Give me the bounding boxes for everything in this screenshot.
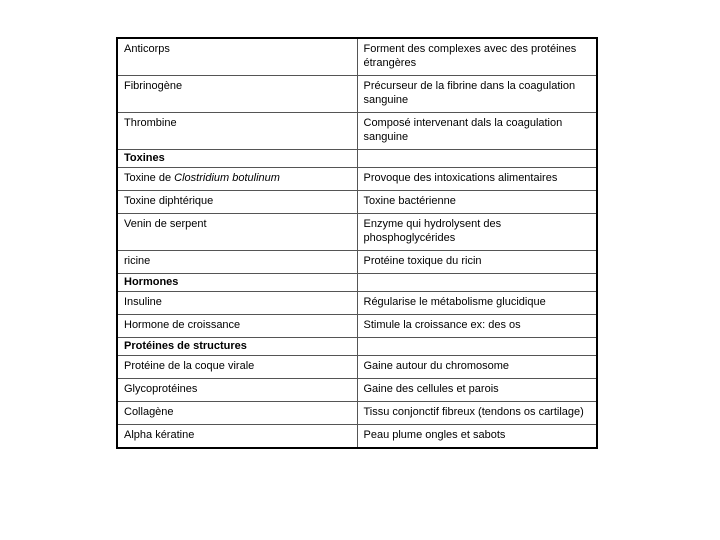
protein-name [117, 168, 357, 191]
protein-name: Insuline [117, 292, 357, 315]
protein-name: Anticorps [117, 38, 357, 76]
protein-description: Provoque des intoxications alimentaires [357, 168, 597, 191]
protein-description: Gaine des cellules et parois [357, 379, 597, 402]
protein-description: Toxine bactérienne [357, 191, 597, 214]
section-empty-cell [357, 150, 597, 168]
table-row [117, 425, 597, 449]
protein-name: Alpha kératine [117, 425, 357, 449]
protein-description: Composé intervenant dals la coagulation sanguine [357, 113, 597, 150]
table-row [117, 292, 597, 315]
table-row [117, 113, 597, 150]
table-row [117, 251, 597, 274]
protein-name: Toxine diphtérique [117, 191, 357, 214]
table-row [117, 191, 597, 214]
table-row [117, 402, 597, 425]
section-header-row [117, 274, 597, 292]
protein-name: Venin de serpent [117, 214, 357, 251]
table-row [117, 356, 597, 379]
section-empty-cell [357, 338, 597, 356]
protein-description: Protéine toxique du ricin [357, 251, 597, 274]
protein-description: Enzyme qui hydrolysent des phosphoglycérides [357, 214, 597, 251]
protein-name: Protéine de la coque virale [117, 356, 357, 379]
table-row [117, 315, 597, 338]
protein-name: Collagène [117, 402, 357, 425]
protein-name: Fibrinogène [117, 76, 357, 113]
protein-description: Tissu conjonctif fibreux (tendons os cartilage) [357, 402, 597, 425]
table-row [117, 38, 597, 76]
section-title: Hormones [117, 274, 357, 292]
section-header-row [117, 338, 597, 356]
protein-name: Hormone de croissance [117, 315, 357, 338]
table-row [117, 168, 597, 191]
protein-name-prefix: Toxine de [124, 172, 175, 184]
section-header-row [117, 150, 597, 168]
protein-name: Glycoprotéines [117, 379, 357, 402]
section-empty-cell [357, 274, 597, 292]
section-title: Toxines [117, 150, 357, 168]
section-title: Protéines de structures [117, 338, 357, 356]
protein-name: ricine [117, 251, 357, 274]
table-row [117, 76, 597, 113]
protein-description: Stimule la croissance ex: des os [357, 315, 597, 338]
protein-description: Précurseur de la fibrine dans la coagulation sanguine [357, 76, 597, 113]
table-row [117, 214, 597, 251]
protein-name: Thrombine [117, 113, 357, 150]
protein-description: Peau plume ongles et sabots [357, 425, 597, 449]
table-row [117, 379, 597, 402]
protein-description: Régularise le métabolisme glucidique [357, 292, 597, 315]
protein-function-table [116, 37, 598, 449]
protein-description: Gaine autour du chromosome [357, 356, 597, 379]
protein-name-species: Clostridium botulinum [174, 172, 280, 184]
protein-description: Forment des complexes avec des protéines étrangères [357, 38, 597, 76]
